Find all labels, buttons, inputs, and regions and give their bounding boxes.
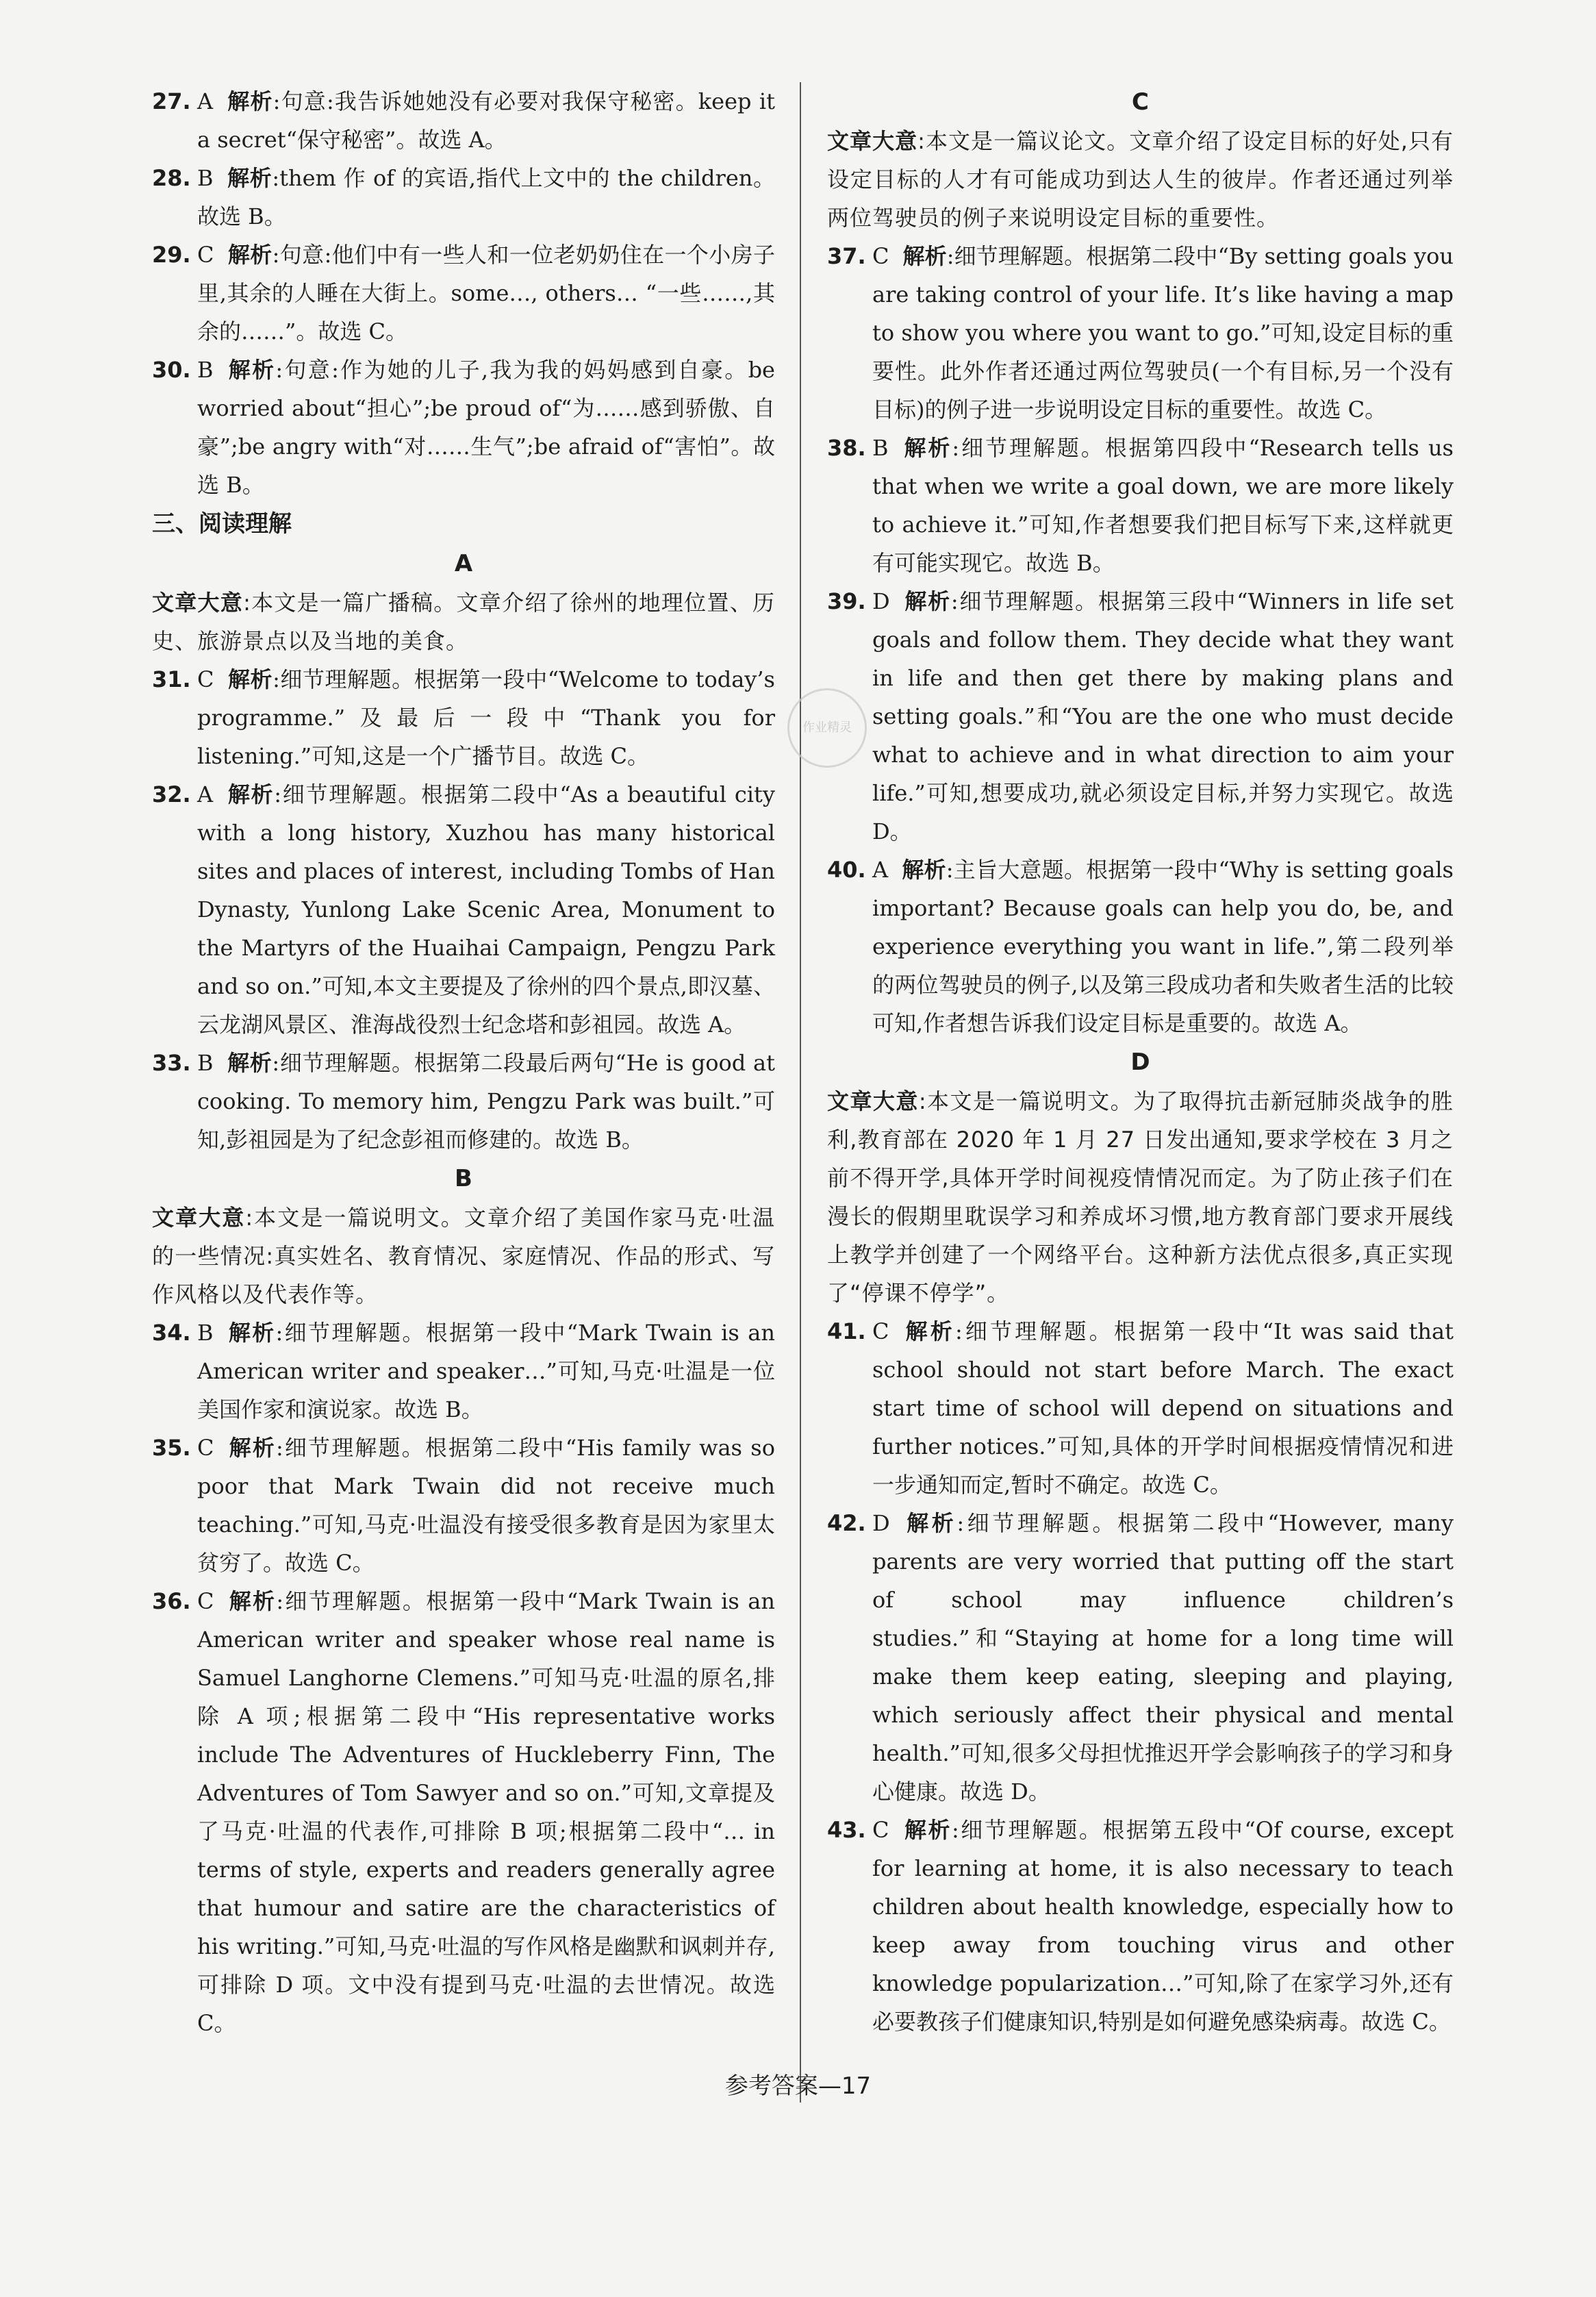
answer-letter: A bbox=[197, 88, 214, 114]
question-body bbox=[872, 237, 1454, 429]
analysis-text: :句意:他们中有一些人和一位老奶奶住在一个小房子里,其余的人睡在大街上。some…, others… “一些……,其余的……”。故选 C。 bbox=[197, 242, 775, 344]
analysis-label: 解析 bbox=[902, 435, 952, 461]
summary-label: 文章大意 bbox=[827, 128, 918, 154]
analysis-text: :细节理解题。根据第五段中“Of course, except for learning at home, it is also necessary to teach children about health knowledge, especially how to keep away from touching virus and other knowledge popularization…”可知,除了在家学习外,还有必要教孩子们健康知识,特别是如何避免感染病毒。故选 C。 bbox=[872, 1817, 1454, 2035]
question-number: 37. bbox=[827, 243, 866, 269]
answer-letter: C bbox=[872, 1318, 889, 1344]
question-item bbox=[152, 236, 775, 351]
part-c bbox=[827, 82, 1454, 1042]
question-item bbox=[152, 1314, 775, 1429]
question-item bbox=[827, 1312, 1454, 1504]
analysis-label: 解析 bbox=[227, 242, 273, 268]
summary-label: 文章大意 bbox=[152, 590, 244, 616]
summary-text: :本文是一篇说明文。为了取得抗击新冠肺炎战争的胜利,教育部在 2020 年 1 月 27 日发出通知,要求学校在 3 月之前不得开学,具体开学时间视疫情情况而定。为了防止孩子们在漫长的假期里耽误学习和养成坏习惯,地方教育部门要求开展线上教学并创建了一个网络平台。这种新方法优点很多,真正实现了“停课不停学”。 bbox=[827, 1088, 1454, 1306]
answer-letter: C bbox=[197, 666, 214, 692]
question-number: 35. bbox=[152, 1435, 191, 1461]
question-item bbox=[152, 660, 775, 775]
analysis-text: :句意:作为她的儿子,我为我的妈妈感到自豪。be worried about“担心”;be proud of“为……感到骄傲、自豪”;be angry with“对……生气”;be afraid of“害怕”。故选 B。 bbox=[197, 357, 775, 498]
summary-text: :本文是一篇广播稿。文章介绍了徐州的地理位置、历史、旅游景点以及当地的美食。 bbox=[152, 590, 775, 654]
question-body bbox=[872, 851, 1454, 1042]
question-body bbox=[872, 582, 1454, 851]
analysis-text: :细节理解题。根据第一段中“Mark Twain is an American writer and speaker whose real name is Samuel Langhorne Clemens.”可知马克·吐温的原名,排除 A 项;根据第二段中“His representative works include The Adventures of Huckleberry Finn, The Adventures of Tom Sawyer and so on.”可知,文章提及了马克·吐温的代表作,可排除 B 项;根据第二段中“… in terms of style, experts and readers generally agree that humour and satire are the characteristics of his writing.”可知,马克·吐温的写作风格是幽默和讽刺并存,可排除 D 项。文中没有提到马克·吐温的去世情况。故选 C。 bbox=[197, 1588, 775, 2036]
analysis-label: 解析 bbox=[903, 1510, 957, 1536]
analysis-label: 解析 bbox=[227, 666, 273, 692]
question-item bbox=[152, 775, 775, 1044]
question-number: 27. bbox=[152, 88, 191, 114]
summary-label: 文章大意 bbox=[152, 1205, 246, 1231]
answer-letter: B bbox=[872, 435, 889, 461]
column-divider bbox=[800, 82, 801, 2103]
answer-letter: A bbox=[872, 857, 889, 883]
analysis-label: 解析 bbox=[227, 165, 273, 191]
analysis-label: 解析 bbox=[903, 588, 951, 614]
analysis-label: 解析 bbox=[227, 781, 275, 807]
part-letter: D bbox=[1130, 1049, 1150, 1076]
question-body bbox=[197, 775, 775, 1044]
question-item bbox=[827, 851, 1454, 1042]
part-d bbox=[827, 1042, 1454, 2041]
analysis-text: :细节理解题。根据第一段中“Mark Twain is an American writer and speaker…”可知,马克·吐温是一位美国作家和演说家。故选 B。 bbox=[197, 1320, 775, 1422]
question-number: 28. bbox=[152, 165, 191, 191]
analysis-label: 解析 bbox=[902, 1318, 955, 1344]
analysis-text: :细节理解题。根据第二段中“By setting goals you are taking control of your life. It’s like having a map to show you where you want to go.”可知,设定目标的重要性。此外作者还通过两位驾驶员(一个有目标,另一个没有目标)的例子进一步说明设定目标的重要性。故选 C。 bbox=[872, 243, 1454, 423]
analysis-text: :细节理解题。根据第二段中“His family was so poor that Mark Twain did not receive much teaching.”可知,马克·吐温没有接受很多教育是因为家里太贫穷了。故选 C。 bbox=[197, 1435, 775, 1576]
question-number: 32. bbox=[152, 781, 191, 807]
answer-letter: C bbox=[872, 243, 889, 269]
question-number: 38. bbox=[827, 435, 866, 461]
question-list-cloze bbox=[152, 82, 775, 504]
question-item bbox=[152, 1044, 775, 1159]
analysis-text: :细节理解题。根据第四段中“Research tells us that when we write a goal down, we are more likely to achieve it.”可知,作者想要我们把目标写下来,这样就更有可能实现它。故选 B。 bbox=[872, 435, 1454, 576]
analysis-label: 解析 bbox=[227, 1588, 277, 1614]
question-item bbox=[827, 1504, 1454, 1811]
answer-letter: C bbox=[197, 1588, 214, 1614]
analysis-label: 解析 bbox=[227, 88, 273, 114]
right-column bbox=[827, 82, 1454, 2041]
analysis-label: 解析 bbox=[902, 243, 947, 269]
article-summary bbox=[152, 1198, 775, 1314]
question-body bbox=[197, 1044, 775, 1159]
question-item bbox=[152, 159, 775, 236]
answer-letter: C bbox=[872, 1817, 889, 1843]
answer-letter: D bbox=[872, 588, 890, 614]
question-number: 40. bbox=[827, 857, 866, 883]
question-number: 42. bbox=[827, 1510, 866, 1536]
part-b bbox=[152, 1159, 775, 2042]
answer-letter: B bbox=[197, 357, 214, 383]
watermark-stamp-icon bbox=[787, 688, 867, 768]
question-body bbox=[197, 1429, 775, 1582]
article-summary bbox=[827, 122, 1454, 237]
analysis-text: :them 作 of 的宾语,指代上文中的 the children。故选 B。 bbox=[197, 165, 775, 229]
summary-text: :本文是一篇说明文。文章介绍了美国作家马克·吐温的一些情况:真实姓名、教育情况、家庭情况、作品的形式、写作风格以及代表作等。 bbox=[152, 1205, 775, 1307]
analysis-label: 解析 bbox=[227, 1435, 276, 1461]
analysis-text: :细节理解题。根据第二段中“However, many parents are very worried that putting off the start of school may influence children’s studies.”和“Staying at home for a long time will make them keep eating, sleeping and playing, which seriously affect their physical and mental health.”可知,很多父母担忧推迟开学会影响孩子的学习和身心健康。故选 D。 bbox=[872, 1510, 1454, 1805]
question-number: 33. bbox=[152, 1050, 191, 1076]
article-summary bbox=[827, 1082, 1454, 1312]
answer-letter: C bbox=[197, 242, 214, 268]
answer-letter: B bbox=[197, 1320, 214, 1346]
analysis-label: 解析 bbox=[902, 1817, 952, 1843]
analysis-text: :主旨大意题。根据第一段中“Why is setting goals important? Because goals can help you do, be, and experience everything you want in life.”,第二段列举的两位驾驶员的例子,以及第三段成功者和失败者生活的比较可知,作者想告诉我们设定目标是重要的。故选 A。 bbox=[872, 857, 1454, 1036]
question-body bbox=[872, 1312, 1454, 1504]
article-summary bbox=[152, 583, 775, 660]
question-number: 41. bbox=[827, 1318, 866, 1344]
part-letter: B bbox=[455, 1165, 472, 1192]
question-body bbox=[197, 660, 775, 775]
question-item bbox=[152, 1582, 775, 2042]
question-body bbox=[872, 429, 1454, 582]
analysis-text: :细节理解题。根据第二段最后两句“He is good at cooking. To memory him, Pengzu Park was built.”可知,彭祖园是为了纪念彭祖而修建的。故选 B。 bbox=[197, 1050, 775, 1153]
question-number: 43. bbox=[827, 1817, 866, 1843]
answer-letter: A bbox=[197, 781, 214, 807]
question-body bbox=[197, 351, 775, 504]
analysis-text: :细节理解题。根据第三段中“Winners in life set goals and follow them. They decide what they want in life and then get there by making plans and setting goals.”和“You are the one who must decide what to achieve and in what direction to aim your life.”可知,想要成功,就必须设定目标,并努力实现它。故选 D。 bbox=[872, 588, 1454, 844]
part-letter: A bbox=[454, 550, 473, 577]
question-body bbox=[197, 236, 775, 351]
part-a bbox=[152, 544, 775, 1159]
answer-letter: C bbox=[197, 1435, 214, 1461]
question-body bbox=[872, 1811, 1454, 2041]
part-letter: C bbox=[1132, 88, 1149, 116]
question-number: 39. bbox=[827, 588, 866, 614]
question-body bbox=[197, 1582, 775, 2042]
question-number: 30. bbox=[152, 357, 191, 383]
question-item bbox=[152, 351, 775, 504]
question-body bbox=[872, 1504, 1454, 1811]
question-number: 31. bbox=[152, 666, 191, 692]
question-item bbox=[152, 1429, 775, 1582]
analysis-text: :细节理解题。根据第二段中“As a beautiful city with a long history, Xuzhou has many historical sites and places of interest, including Tombs of Han Dynasty, Yunlong Lake Scenic Area, Monument to the Martyrs of the Huaihai Campaign, Pengzu Park and so on.”可知,本文主要提及了徐州的四个景点,即汉墓、云龙湖风景区、淮海战役烈士纪念塔和彭祖园。故选 A。 bbox=[197, 781, 775, 1038]
question-item bbox=[827, 582, 1454, 851]
analysis-label: 解析 bbox=[227, 1320, 276, 1346]
answer-letter: B bbox=[197, 1050, 214, 1076]
analysis-text: :句意:我告诉她她没有必要对我保守秘密。keep it a secret“保守秘密”。故选 A。 bbox=[197, 88, 775, 153]
stamp-text: 作业精灵 bbox=[802, 720, 852, 735]
question-body bbox=[197, 159, 775, 236]
analysis-text: :细节理解题。根据第一段中“Welcome to today’s programme.”及最后一段中“Thank you for listening.”可知,这是一个广播节目。故选 C。 bbox=[197, 666, 775, 769]
question-body bbox=[197, 1314, 775, 1429]
question-number: 34. bbox=[152, 1320, 191, 1346]
answer-letter: B bbox=[197, 165, 214, 191]
page-footer: 参考答案—17 bbox=[724, 2072, 872, 2100]
question-number: 29. bbox=[152, 242, 191, 268]
question-item bbox=[827, 429, 1454, 582]
question-number: 36. bbox=[152, 1588, 191, 1614]
analysis-label: 解析 bbox=[227, 357, 276, 383]
summary-label: 文章大意 bbox=[827, 1088, 919, 1114]
question-item bbox=[152, 82, 775, 159]
question-body bbox=[197, 82, 775, 159]
analysis-label: 解析 bbox=[227, 1050, 273, 1076]
analysis-label: 解析 bbox=[902, 857, 946, 883]
analysis-text: :细节理解题。根据第一段中“It was said that school should not start before March. The exact start time of school will depend on situations and further notices.”可知,具体的开学时间根据疫情情况和进一步通知而定,暂时不确定。故选 C。 bbox=[872, 1318, 1454, 1498]
question-item bbox=[827, 237, 1454, 429]
answer-letter: D bbox=[872, 1510, 890, 1536]
section-title: 三、阅读理解 bbox=[152, 510, 292, 538]
left-column bbox=[152, 82, 775, 2042]
question-item bbox=[827, 1811, 1454, 2041]
summary-text: :本文是一篇议论文。文章介绍了设定目标的好处,只有设定目标的人才有可能成功到达人生的彼岸。作者还通过列举两位驾驶员的例子来说明设定目标的重要性。 bbox=[827, 128, 1454, 231]
